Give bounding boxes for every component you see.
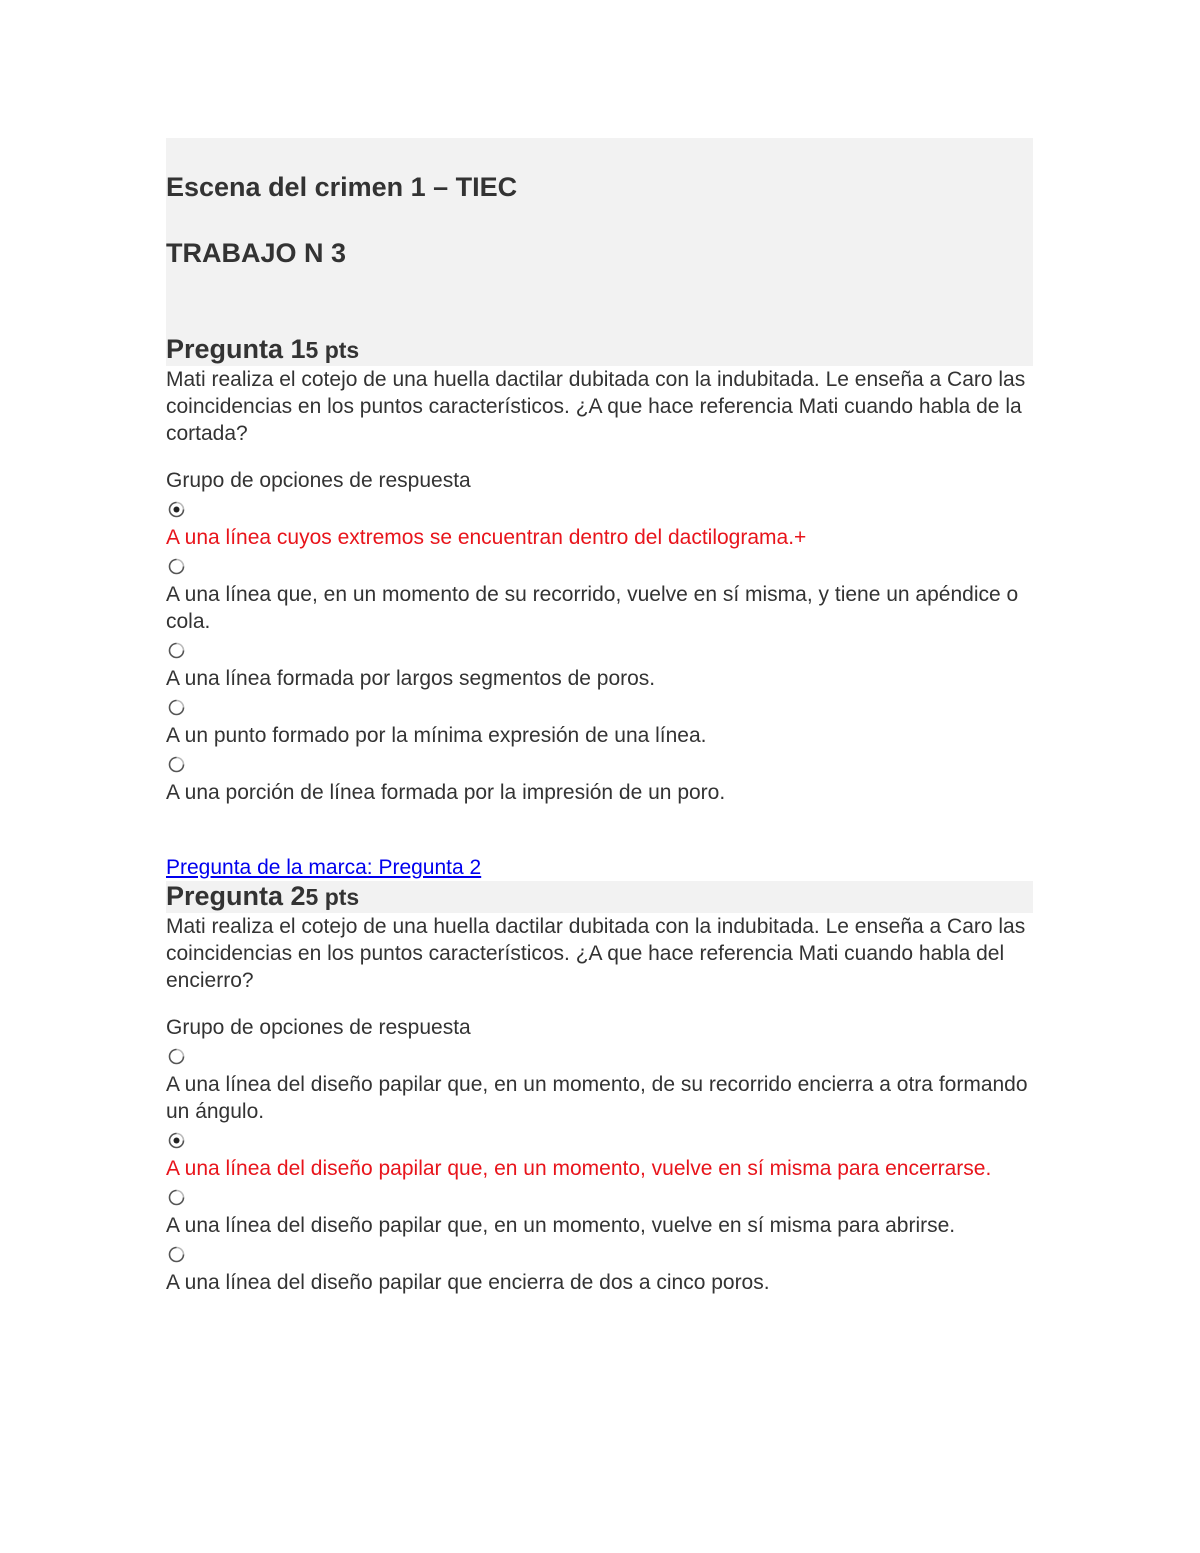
question-2-group-label: Grupo de opciones de respuesta bbox=[166, 1016, 471, 1039]
question-2 bbox=[166, 881, 1033, 1296]
question-1-number: Pregunta 1 bbox=[166, 334, 306, 364]
question-1-option-5-label: A una porción de línea formada por la impresión de un poro. bbox=[166, 781, 726, 804]
document-header bbox=[166, 138, 1033, 366]
question-1-group-label: Grupo de opciones de respuesta bbox=[166, 469, 471, 492]
question-2-option-2-label: A una línea del diseño papilar que, en un momento, vuelve en sí misma para encerrarse. bbox=[166, 1157, 992, 1180]
question-1-text: Mati realiza el cotejo de una huella dactilar dubitada con la indubitada. Le enseña a Caro las coincidencias en los puntos característicos. ¿A que hace referencia Mati cuando habla de la cortada? bbox=[166, 368, 1026, 445]
question-2-option-4-label: A una línea del diseño papilar que encierra de dos a cinco poros. bbox=[166, 1271, 770, 1294]
question-2-title bbox=[166, 880, 359, 913]
question-1-points: 5 pts bbox=[305, 337, 360, 363]
question-1-option-5[interactable] bbox=[166, 756, 1033, 806]
radio-empty-icon[interactable] bbox=[168, 756, 185, 773]
question-1-option-3[interactable] bbox=[166, 642, 1033, 692]
radio-empty-icon[interactable] bbox=[168, 558, 185, 575]
quiz-page bbox=[166, 138, 1033, 1296]
question-2-option-3-label: A una línea del diseño papilar que, en un momento, vuelve en sí misma para abrirse. bbox=[166, 1214, 956, 1237]
question-1-option-2-label: A una línea que, en un momento de su recorrido, vuelve en sí misma, y tiene un apéndice o cola. bbox=[166, 583, 1019, 633]
radio-empty-icon[interactable] bbox=[168, 1048, 185, 1065]
question-2-points: 5 pts bbox=[305, 884, 360, 910]
document-title: Escena del crimen 1 – TIEC bbox=[166, 172, 518, 202]
question-2-option-2[interactable] bbox=[166, 1132, 1033, 1182]
radio-empty-icon[interactable] bbox=[168, 1189, 185, 1206]
question-2-option-4[interactable] bbox=[166, 1246, 1033, 1296]
question-1-option-1[interactable] bbox=[166, 501, 1033, 551]
question-1-option-1-label: A una línea cuyos extremos se encuentran dentro del dactilograma.+ bbox=[166, 526, 807, 549]
question-1 bbox=[166, 366, 1033, 806]
question-2-option-1-label: A una línea del diseño papilar que, en un momento, de su recorrido encierra a otra formando un ángulo. bbox=[166, 1073, 1028, 1123]
question-1-option-3-label: A una línea formada por largos segmentos de poros. bbox=[166, 667, 656, 690]
question-2-option-1[interactable] bbox=[166, 1048, 1033, 1125]
question-2-header bbox=[166, 881, 1033, 913]
question-1-option-2[interactable] bbox=[166, 558, 1033, 635]
radio-empty-icon[interactable] bbox=[168, 699, 185, 716]
document-subtitle: TRABAJO N 3 bbox=[166, 238, 347, 268]
question-1-option-4[interactable] bbox=[166, 699, 1033, 749]
question-2-text: Mati realiza el cotejo de una huella dactilar dubitada con la indubitada. Le enseña a Caro las coincidencias en los puntos característicos. ¿A que hace referencia Mati cuando habla del encierro? bbox=[166, 915, 1026, 992]
radio-selected-icon[interactable] bbox=[168, 1132, 185, 1149]
radio-selected-icon[interactable] bbox=[168, 501, 185, 518]
question-1-option-4-label: A un punto formado por la mínima expresión de una línea. bbox=[166, 724, 707, 747]
radio-empty-icon[interactable] bbox=[168, 642, 185, 659]
flag-question-2-link[interactable]: Pregunta de la marca: Pregunta 2 bbox=[166, 856, 482, 879]
radio-empty-icon[interactable] bbox=[168, 1246, 185, 1263]
question-2-option-3[interactable] bbox=[166, 1189, 1033, 1239]
question-2-number: Pregunta 2 bbox=[166, 881, 306, 911]
question-1-title bbox=[166, 333, 359, 366]
